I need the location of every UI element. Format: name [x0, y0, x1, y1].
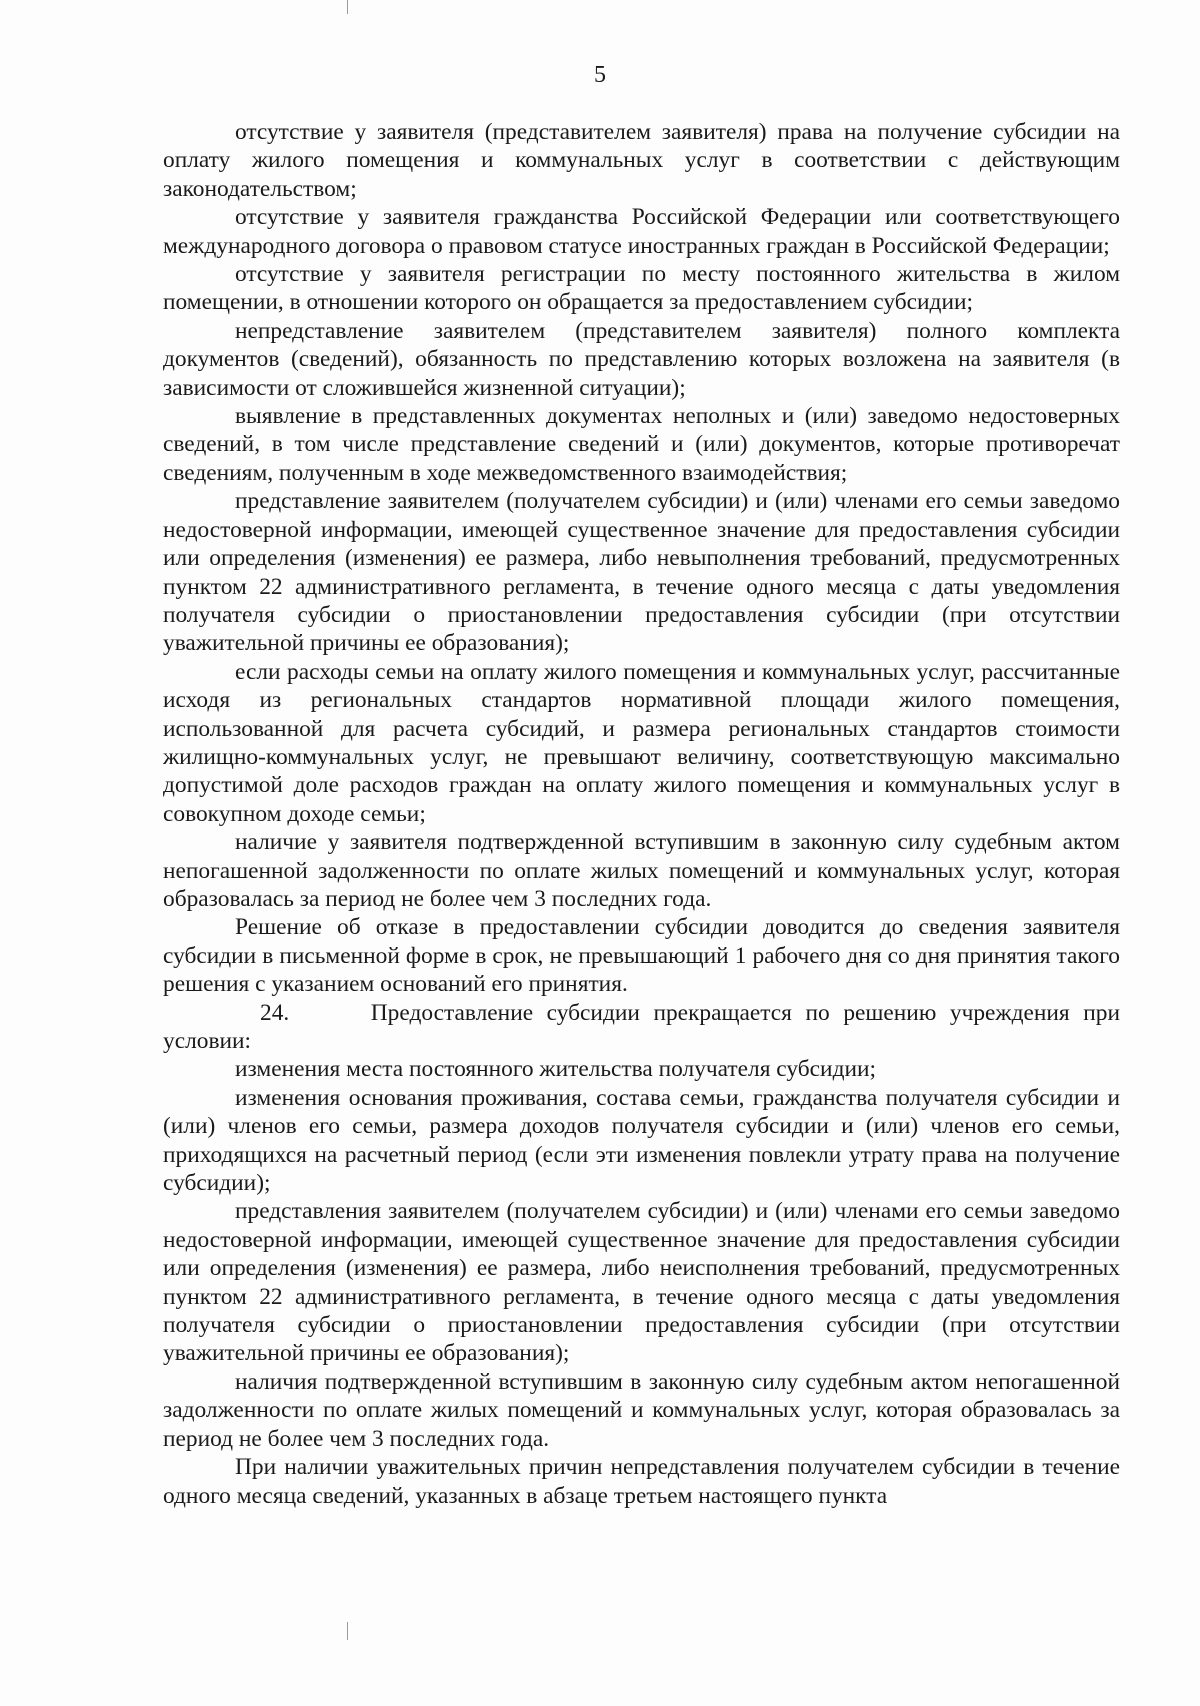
paragraph: изменения основания проживания, состава семьи, гражданства получателя субсидии и (или) членов его семьи, размера доходов получателя субсидии и (или) членов его семьи, приходящихся на расчетный период (если эти изменения повлекли утрату права на получение субсидии);: [163, 1084, 1120, 1197]
paragraph: отсутствие у заявителя регистрации по месту постоянного жительства в жилом помещении, в отношении которого он обращается за предоставлением субсидии;: [163, 261, 1120, 316]
paragraph: выявление в представленных документах неполных и (или) заведомо недостоверных сведений, в том числе представление сведений и (или) документов, которые противоречат сведениям, полученным в ходе межведомственного взаимодействия;: [163, 403, 1120, 486]
page-number: 5: [594, 62, 606, 88]
paragraph: Решение об отказе в предоставлении субсидии доводится до сведения заявителя субсидии в письменной форме в срок, не превышающий 1 рабочего дня со дня принятия такого решения с указанием оснований его принятия.: [163, 914, 1120, 998]
paragraph: если расходы семьи на оплату жилого помещения и коммунальных услуг, рассчитанные исходя из региональных стандартов нормативной площади жилого помещения, использованной для расчета субсидий, и размера региональных стандартов стоимости жилищно-коммунальных услуг, не превышают величину, соответствующую максимально допустимой доле расходов граждан на оплату жилого помещения и коммунальных услуг в совокупном доходе семьи;: [163, 658, 1120, 827]
paragraph: наличия подтвержденной вступившим в законную силу судебным актом непогашенной задолженности по оплате жилых помещений и коммунальных услуг, которая образовалась за период не более чем 3 последних года.: [163, 1368, 1120, 1452]
paragraph: представления заявителем (получателем субсидии) и (или) членами его семьи заведомо недостоверной информации, имеющей существенное значение для предоставления субсидии или определения (изменения) ее размера, либо неисполнения требований, предусмотренных пунктом 22 административного регламента, в течение одного месяца с даты уведомления получателя субсидии о приостановлении предоставления субсидии (при отсутствии уважительной причины ее образования);: [163, 1198, 1120, 1367]
paragraph: непредставление заявителем (представителем заявителя) полного комплекта документов (сведений), обязанность по представлению которых возложена на заявителя (в зависимости от сложившейся жизненной ситуации);: [163, 317, 1120, 401]
paragraph: отсутствие у заявителя гражданства Российской Федерации или соответствующего международного договора о правовом статусе иностранных граждан в Российской Федерации;: [163, 204, 1120, 259]
paragraph: При наличии уважительных причин непредставления получателем субсидии в течение одного месяца сведений, указанных в абзаце третьем настоящего пункта: [163, 1454, 1120, 1509]
numbered-paragraph-24: 24. Предоставление субсидии прекращается по решению учреждения при условии:: [163, 999, 1126, 1054]
paragraph: наличие у заявителя подтвержденной вступившим в законную силу судебным актом непогашенной задолженности по оплате жилых помещений и коммунальных услуг, которая образовалась за период не более чем 3 последних года.: [163, 829, 1120, 912]
paragraph: представление заявителем (получателем субсидии) и (или) членами его семьи заведомо недостоверной информации, имеющей существенное значение для предоставления субсидии или определения (изменения) ее размера, либо невыполнения требований, предусмотренных пунктом 22 административного регламента, в течение одного месяца с даты уведомления получателя субсидии о приостановлении предоставления субсидии (при отсутствии уважительной причины ее образования);: [163, 488, 1120, 657]
paragraph: отсутствие у заявителя (представителем заявителя) права на получение субсидии на оплату жилого помещения и коммунальных услуг в соответствии с действующим законодательством;: [163, 119, 1120, 202]
document-body: [163, 118, 1126, 1510]
scan-artifact-line: [347, 0, 348, 14]
scan-artifact-line: [347, 1622, 348, 1640]
paragraph: изменения места постоянного жительства получателя субсидии;: [235, 1056, 877, 1083]
